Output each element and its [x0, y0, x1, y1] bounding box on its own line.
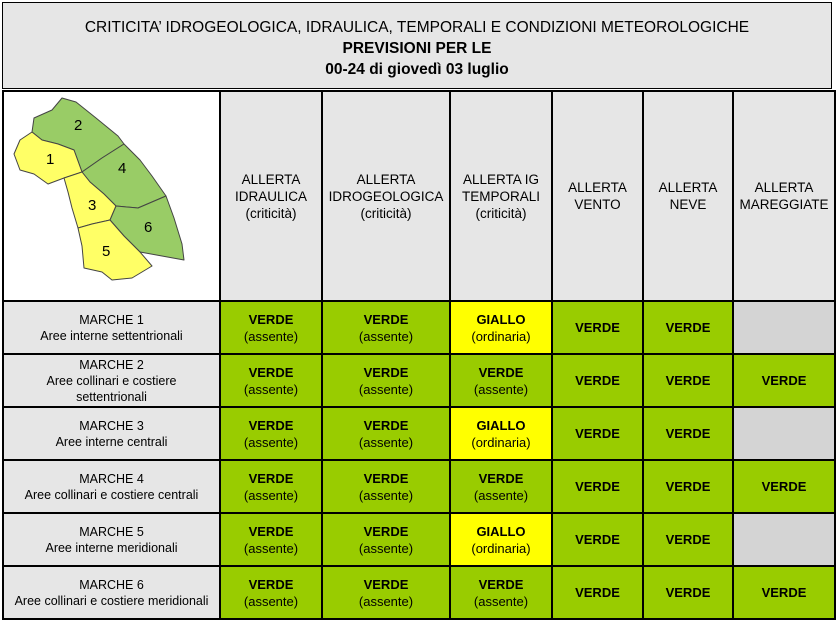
col-header-line: IDRAULICA	[234, 188, 307, 204]
alert-cell	[733, 354, 835, 407]
alert-note: (assente)	[358, 593, 414, 609]
map-label-3: 3	[87, 197, 96, 214]
col-header-temporali	[450, 91, 552, 301]
table-row	[3, 513, 835, 566]
alert-note: (ordinaria)	[471, 540, 531, 556]
alert-note: (ordinaria)	[471, 434, 531, 450]
map-label-1: 1	[45, 151, 54, 168]
zone-area: Aree interne centrali	[55, 434, 168, 449]
col-header-neve	[643, 91, 733, 301]
alert-cell	[322, 566, 450, 619]
zone-area: settentrionali	[76, 389, 147, 404]
alert-note: (assente)	[358, 487, 414, 503]
alert-cell	[220, 301, 322, 354]
col-header-line: ALLERTA	[568, 180, 627, 195]
alert-note: (assente)	[473, 487, 529, 503]
alert-level: VERDE	[248, 417, 294, 433]
map-cell	[3, 91, 220, 301]
alert-level: VERDE	[761, 373, 807, 388]
zone-label	[3, 513, 220, 566]
alert-level: VERDE	[665, 320, 711, 335]
alert-note: (assente)	[243, 487, 299, 503]
alert-cell	[643, 460, 733, 513]
alert-level: VERDE	[363, 417, 409, 433]
alert-note: (assente)	[243, 328, 299, 344]
table-row	[3, 354, 835, 407]
header-date: 00-24 di giovedì 03 luglio	[325, 61, 509, 78]
col-header-mareggiate	[733, 91, 835, 301]
zone-area: Aree interne meridionali	[45, 540, 178, 555]
alert-level: VERDE	[248, 576, 294, 592]
col-header-line: ALLERTA	[754, 180, 814, 195]
zone-area: Aree collinari e costiere meridionali	[14, 593, 209, 608]
zone-name: MARCHE 4	[79, 471, 144, 486]
zone-label	[3, 407, 220, 460]
col-header-line: ALLERTA	[241, 171, 301, 187]
alert-cell	[450, 354, 552, 407]
alert-cell	[450, 513, 552, 566]
alert-level: VERDE	[575, 585, 620, 600]
alert-cell	[322, 354, 450, 407]
table-row	[3, 566, 835, 619]
alert-level: VERDE	[478, 576, 524, 592]
alert-level: VERDE	[575, 532, 620, 547]
zone-name: MARCHE 5	[79, 524, 144, 539]
alert-level: VERDE	[575, 320, 620, 335]
alert-note: (ordinaria)	[471, 328, 531, 344]
map-label-6: 6	[143, 219, 152, 236]
alert-cell	[552, 460, 643, 513]
col-header-idraulica	[220, 91, 322, 301]
alert-level: VERDE	[665, 585, 711, 600]
alert-cell	[733, 513, 835, 566]
alert-level: VERDE	[248, 311, 294, 327]
alert-note: (assente)	[243, 381, 299, 397]
col-header-line: NEVE	[669, 197, 707, 212]
alert-note: (assente)	[243, 593, 299, 609]
alert-cell	[643, 354, 733, 407]
alert-cell	[643, 566, 733, 619]
alert-level: GIALLO	[476, 311, 526, 327]
alert-cell	[322, 513, 450, 566]
alert-rows	[3, 301, 835, 619]
col-header-idrogeologica	[322, 91, 450, 301]
alert-note: (assente)	[473, 381, 529, 397]
col-header-line: ALLERTA IG	[462, 171, 540, 187]
table-header-row	[3, 91, 835, 301]
alert-level: VERDE	[248, 470, 294, 486]
alert-note: (assente)	[358, 328, 414, 344]
alert-cell	[220, 354, 322, 407]
alert-cell	[733, 407, 835, 460]
alert-level: VERDE	[478, 470, 524, 486]
zone-area: Aree interne settentrionali	[40, 328, 183, 343]
zone-label	[3, 566, 220, 619]
alert-cell	[643, 301, 733, 354]
alert-cell	[322, 460, 450, 513]
marche-zones-map	[12, 96, 212, 296]
alert-level: VERDE	[363, 364, 409, 380]
alert-cell	[552, 513, 643, 566]
col-header-line: MAREGGIATE	[739, 197, 829, 212]
alert-level: VERDE	[478, 364, 524, 380]
alert-level: VERDE	[248, 523, 294, 539]
col-header-line: VENTO	[574, 197, 621, 212]
header-title: CRITICITA’ IDROGEOLOGICA, IDRAULICA, TEMPORALI E CONDIZIONI METEOROLOGICHE	[84, 19, 750, 36]
alert-note: (assente)	[358, 381, 414, 397]
zone-label	[3, 301, 220, 354]
alert-cell	[733, 566, 835, 619]
alert-cell	[643, 407, 733, 460]
alert-cell	[450, 301, 552, 354]
alert-cell	[220, 513, 322, 566]
alert-level: VERDE	[665, 373, 711, 388]
alert-level: VERDE	[665, 426, 711, 441]
alert-level: VERDE	[575, 373, 620, 388]
alert-level: GIALLO	[476, 523, 526, 539]
alert-level: VERDE	[363, 523, 409, 539]
map-label-5: 5	[101, 243, 110, 260]
alert-cell	[220, 566, 322, 619]
alert-cell	[552, 301, 643, 354]
alert-level: VERDE	[665, 479, 711, 494]
alert-cell	[322, 301, 450, 354]
alert-cell	[552, 566, 643, 619]
alert-cell	[220, 460, 322, 513]
bulletin-header	[2, 2, 832, 89]
alert-cell	[450, 566, 552, 619]
table-row	[3, 301, 835, 354]
alert-note: (assente)	[358, 540, 414, 556]
alert-cell	[322, 407, 450, 460]
alert-cell	[552, 354, 643, 407]
alert-note: (assente)	[473, 593, 529, 609]
alert-level: VERDE	[248, 364, 294, 380]
alert-level: GIALLO	[476, 417, 526, 433]
alert-level: VERDE	[575, 426, 620, 441]
alert-cell	[450, 460, 552, 513]
map-label-4: 4	[117, 160, 126, 177]
zone-label	[3, 354, 220, 407]
col-header-line: IDROGEOLOGICA	[328, 188, 444, 204]
alert-note: (assente)	[358, 434, 414, 450]
col-header-line: TEMPORALI	[461, 188, 540, 204]
alert-level: VERDE	[363, 576, 409, 592]
alert-level: VERDE	[363, 311, 409, 327]
col-header-line: (criticità)	[475, 205, 527, 221]
zone-label	[3, 460, 220, 513]
zone-name: MARCHE 1	[79, 312, 144, 327]
alert-level: VERDE	[761, 585, 807, 600]
zone-name: MARCHE 2	[79, 357, 144, 372]
table-row	[3, 407, 835, 460]
map-label-2: 2	[73, 117, 82, 134]
alert-note: (assente)	[243, 540, 299, 556]
alert-cell	[552, 407, 643, 460]
alert-cell	[220, 407, 322, 460]
alert-cell	[450, 407, 552, 460]
col-header-line: (criticità)	[360, 205, 412, 221]
alert-cell	[733, 460, 835, 513]
col-header-line: ALLERTA	[356, 171, 416, 187]
alert-level: VERDE	[665, 532, 711, 547]
alert-table	[2, 90, 836, 620]
header-subtitle: PREVISIONI PER LE	[342, 40, 492, 57]
zone-name: MARCHE 3	[79, 418, 144, 433]
alert-level: VERDE	[363, 470, 409, 486]
alert-level: VERDE	[761, 479, 807, 494]
zone-area: Aree collinari e costiere	[46, 373, 177, 388]
zone-name: MARCHE 6	[79, 577, 144, 592]
zone-area: Aree collinari e costiere centrali	[24, 487, 199, 502]
alert-level: VERDE	[575, 479, 620, 494]
table-row	[3, 460, 835, 513]
alert-note: (assente)	[243, 434, 299, 450]
alert-cell	[643, 513, 733, 566]
alert-cell	[733, 301, 835, 354]
col-header-line: (criticità)	[245, 205, 297, 221]
col-header-line: ALLERTA	[658, 180, 718, 195]
col-header-vento	[552, 91, 643, 301]
